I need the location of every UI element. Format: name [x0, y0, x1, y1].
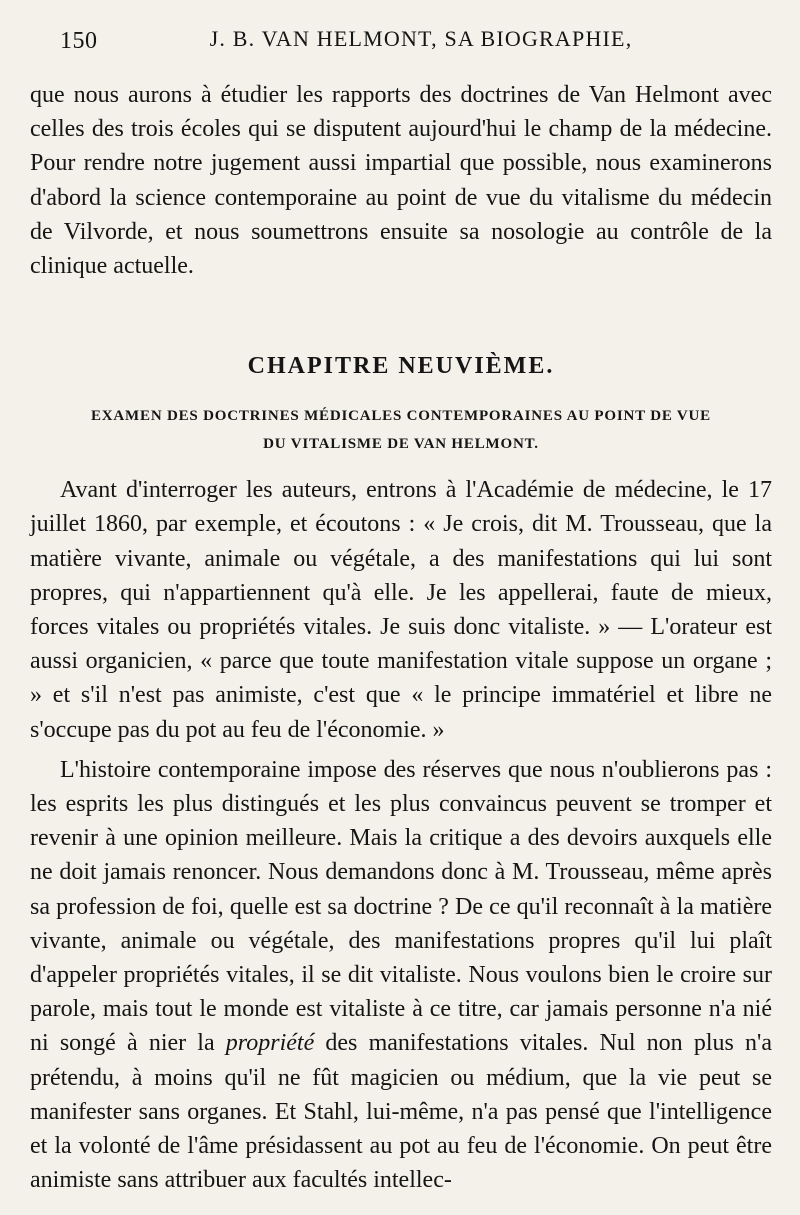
running-title: J. B. VAN HELMONT, SA BIOGRAPHIE, — [209, 26, 633, 51]
body-paragraph-1: Avant d'interroger les auteurs, entrons à l'Académie de médecine, le 17 juillet 1860, par exemple, et écoutons : « Je crois, dit M. Trousseau, que la matière vivante, animale ou végétale, a des manifestations qui lui sont propres, qui n'appartiennent qu'à elle. Je les appellerai, faute de mieux, forces vitales ou propriétés vitales. Je suis donc vitaliste. » — L'orateur est aussi organicien, « parce que toute manifestation vitale suppose un organe ; » et s'il n'est pas animiste, c'est que « le principe immatériel et libre ne s'occupe pas du pot au feu de l'économie. » — [30, 477, 772, 743]
chapter-subtitle-line-1: EXAMEN DES DOCTRINES MÉDICALES CONTEMPORAINES AU POINT DE VUE — [90, 408, 711, 425]
chapter-title: CHAPITRE NEUVIÈME. — [247, 353, 555, 380]
emphasized-word: propriété — [225, 1030, 315, 1057]
chapter-subtitle-line-2: DU VITALISME DE VAN HELMONT. — [263, 436, 539, 453]
paragraph-2-text-end: des manifestations vitales. Nul non plus n'a prétendu, à moins qu'il ne fût magicien ou médium, que la vie peut se manifester sans organes. Et Stahl, lui-même, n'a pas pensé que l'intelligence et la volonté de l'âme présidassent au pot au feu de l'économie. On peut être animiste sans attribuer aux facultés intellec- — [30, 1030, 773, 1194]
intro-paragraph: que nous aurons à étudier les rapports des doctrines de Van Helmont avec celles des trois écoles qui se disputent aujourd'hui le champ de la médecine. Pour rendre notre jugement aussi impartial que possible, nous examinerons d'abord la science contemporaine au point de vue du vitalisme du médecin de Vilvorde, et nous soumettrons ensuite sa nosologie au contrôle de la clinique actuelle. — [30, 82, 772, 280]
body-paragraph-2 — [30, 753, 772, 1198]
chapter-subtitle — [30, 402, 772, 458]
running-head — [30, 0, 772, 70]
paragraph-2-text-start: L'histoire contemporaine impose des réserves que nous n'oublierons pas : les esprits les plus distingués et les plus convaincus peuvent se tromper et revenir à une opinion meilleure. Mais la critique a des devoirs auxquels elle ne doit jamais renoncer. Nous demandons donc à M. Trousseau, même après sa profession de foi, quelle est sa doctrine ? De ce qu'il reconnaît à la matière vivante, animale ou végétale, des manifestations propres qu'il lui plaît d'appeler propriétés vitales, il se dit vitaliste. Nous voulons bien le croire sur parole, mais tout le monde est vitaliste à ce titre, car jamais personne n'a nié ni songé à nier la — [30, 756, 772, 1057]
page-number: 150 — [60, 28, 98, 54]
